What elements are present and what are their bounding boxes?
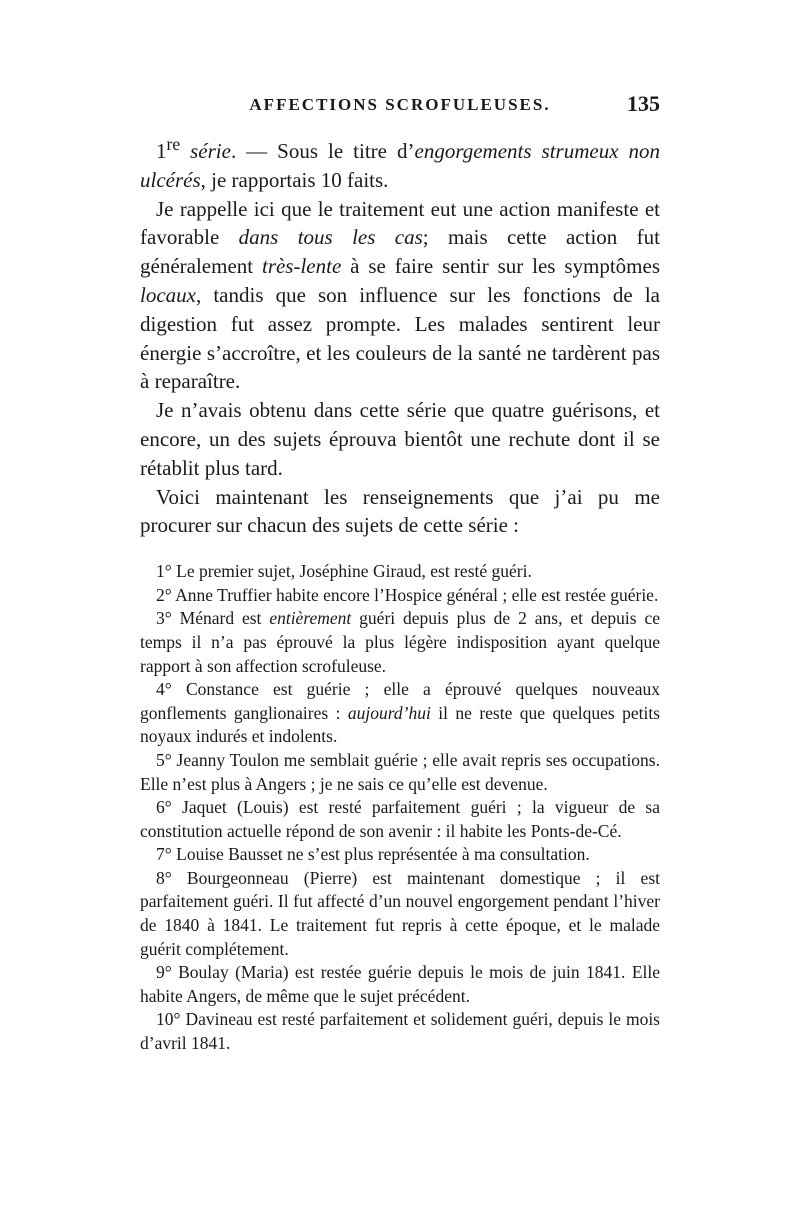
text-run: Constance est guérie ; elle a éprouvé quelques nouveaux gonflements ganglionaires : xyxy=(140,679,660,723)
item-number: 3° xyxy=(156,608,172,629)
italic-text: série xyxy=(190,139,231,163)
italic-text: engorgements strumeux non ulcérés xyxy=(140,139,661,192)
italic-text: entièrement xyxy=(269,608,352,629)
case-item-2 xyxy=(140,584,660,608)
page-number: 135 xyxy=(627,91,660,116)
text-run: 1 xyxy=(156,139,167,163)
item-number: 10° xyxy=(156,1009,181,1030)
text-run: Jeanny Toulon me semblait guérie ; elle avait repris ses occupations. Elle n’est plus à Angers ; je ne sais ce qu’elle est devenue. xyxy=(140,749,660,794)
text-run: Davineau est resté parfaitement et solidement guéri, depuis le mois d’avril 1841. xyxy=(140,1009,660,1054)
item-number: 7° xyxy=(156,844,172,865)
item-number: 6° xyxy=(156,797,172,818)
case-item-4 xyxy=(140,678,660,749)
paragraph-followup-intro: Voici maintenant les renseignements que j’ai pu me procurer sur chacun des sujets de cette série : xyxy=(140,484,660,538)
text-run: Je rappelle ici que le traitement eut une action manifeste et favorable xyxy=(140,196,660,250)
paragraph-results: Je n’avais obtenu dans cette série que quatre guérisons, et encore, un des sujets éprouva bientôt une rechute dont il se rétablit plus tard. xyxy=(140,398,660,480)
text-run xyxy=(180,139,190,163)
case-item-1 xyxy=(140,560,660,584)
item-number: 2° xyxy=(156,584,172,605)
text-run: Ménard est xyxy=(171,608,270,629)
case-item-8 xyxy=(140,867,660,961)
item-number: 4° xyxy=(156,679,172,700)
page-header xyxy=(140,91,660,123)
paragraph-treatment xyxy=(140,195,660,397)
case-item-10 xyxy=(140,1008,660,1055)
italic-text: locaux xyxy=(140,282,196,307)
paragraph-serie-intro xyxy=(140,130,660,195)
case-list xyxy=(140,560,660,1055)
text-run: guéri depuis plus de 2 ans, et depuis ce temps il n’a pas éprouvé la plus légère indisposition ayant quelque rapport à son affection scrofuleuse. xyxy=(140,608,660,676)
page-body xyxy=(140,130,660,1056)
text-run: Louise Bausset ne s’est plus représentée à ma consultation. xyxy=(171,844,590,865)
case-item-6 xyxy=(140,796,660,843)
text-run: Le premier sujet, Joséphine Giraud, est resté guéri. xyxy=(171,561,532,582)
item-number: 8° xyxy=(156,867,172,888)
text-run: à se faire sentir sur les symptômes xyxy=(341,254,661,279)
item-number: 1° xyxy=(156,561,172,582)
text-run: Jaquet (Louis) est resté parfaitement guéri ; la vigueur de sa constitution actuelle répond de son avenir : il habite les Ponts-de-Cé. xyxy=(140,797,660,841)
text-run: ; mais cette action fut généralement xyxy=(140,225,660,279)
italic-text: très-lente xyxy=(261,254,342,279)
case-item-5 xyxy=(140,749,660,796)
text-run: , tandis que son influence sur les fonctions de la digestion fut assez prompte. Les malades sentirent leur énergie s’accroître, et les couleurs de la santé ne tardèrent pas à reparaître. xyxy=(140,282,660,394)
superscript: re xyxy=(166,134,181,154)
text-run: il ne reste que quelques petits noyaux indurés et indolents. xyxy=(140,702,660,747)
text-run: Anne Truffier habite encore l’Hospice général ; elle est restée guérie. xyxy=(171,584,659,605)
running-title: AFFECTIONS SCROFULEUSES. xyxy=(249,95,551,114)
italic-text: aujourd’hui xyxy=(347,702,431,723)
item-number: 5° xyxy=(156,749,172,770)
item-number: 9° xyxy=(156,962,172,983)
text-run: , je rapportais 10 faits. xyxy=(200,167,389,192)
text-run: Bourgeonneau (Pierre) est maintenant domestique ; il est parfaitement guéri. Il fut affecté d’un nouvel engorgement pendant l’hiver de 1840 à 1841. Le traitement fut repris à cette époque, et le malade guérit complétement. xyxy=(140,867,660,959)
italic-text: dans tous les cas xyxy=(238,225,423,250)
text-run: . — Sous le titre d’ xyxy=(230,139,415,163)
text-run: Boulay (Maria) est restée guérie depuis le mois de juin 1841. Elle habite Angers, de même que le sujet précédent. xyxy=(140,962,660,1006)
case-item-7 xyxy=(140,843,660,867)
case-item-3 xyxy=(140,607,660,678)
case-item-9 xyxy=(140,961,660,1008)
